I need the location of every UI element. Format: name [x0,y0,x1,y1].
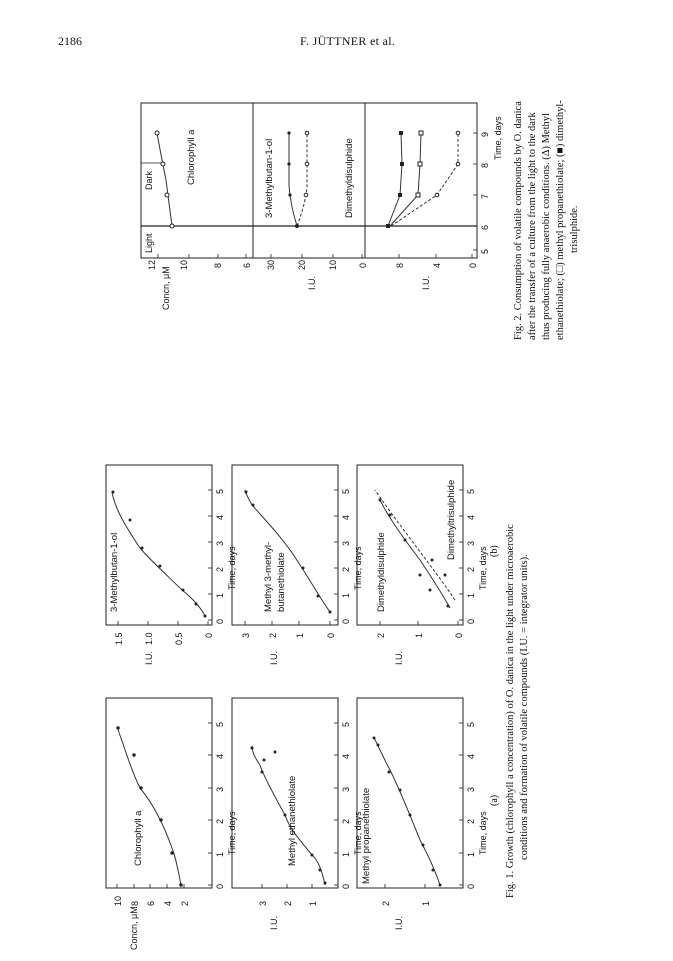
fig1-a2-point [251,747,254,750]
fig1-b3-point [379,499,382,502]
fig1-a-xtick: 0 [341,883,351,889]
fig2-light-label: Light [144,233,154,253]
fig2-dark-label: Dark [144,170,154,190]
fig2-c2-ylabel: I.U. [307,275,317,290]
fig2-c2-ytick: 0 [358,262,368,268]
fig1-a1-frame [106,698,212,888]
fig1-b3-ytick: 2 [376,632,386,638]
fig2-c2-curve-b [297,133,307,226]
fig2-c3-point [456,131,460,135]
fig1-b3-point [404,539,407,542]
fig2-c1-label: Chlorophyll a [186,129,197,185]
fig1-a-xtick: 3 [215,786,225,792]
fig1-b3-label-1: Dimethyldisulphide [376,532,387,612]
fig2-c3-point [456,162,460,166]
fig1-b-xtick: 5 [341,488,351,494]
fig1-b1-curve [112,492,205,616]
fig2-c3-ytick: 8 [395,262,405,268]
fig2-c1-ytick: 6 [242,262,252,268]
fig1-a2-xlabel: Time, days [353,811,363,855]
fig1-a1-point [132,753,135,756]
fig1-a1-point [170,851,173,854]
fig1-b1-ytick: 0.5 [174,632,184,645]
fig1-b-xtick: 4 [466,514,476,520]
fig2-c3-point [386,224,390,228]
fig1-caption-line-1: Fig. 1. Growth (chlorophyll a concentration) of O. danica in the light under microaerobic [505,524,516,898]
fig1-b1-ytick: 1.0 [144,632,154,645]
fig1-a2-ytick: 1 [308,900,318,906]
fig1-a3-point [399,789,402,792]
fig2-c1-point [161,162,165,166]
fig2-c3-point [399,131,403,135]
fig2-c3-frame [365,103,477,258]
fig1-b1-point [182,589,185,592]
fig1-a2-point [311,854,314,857]
fig1-a-xtick: 3 [341,786,351,792]
fig1-a3-point [388,771,391,774]
fig2-c2-point [288,193,291,196]
fig1-b-xtick: 2 [215,566,225,572]
fig1-a3-curve [374,738,440,885]
fig2-xtick: 8 [480,162,490,168]
fig2-c2-point [287,131,290,134]
fig1-a1-point [139,786,142,789]
fig2-c2-ytick: 20 [297,259,307,270]
fig1-b1-point [141,547,144,550]
fig1-a2-point [261,771,264,774]
fig1-b1-ytick: 0 [204,632,214,638]
fig1-a-xtick: 4 [215,753,225,759]
fig1-panel-b-label: (b) [489,545,500,557]
fig1-a3-point [422,844,425,847]
fig1-a1-ytick: 2 [180,900,190,906]
fig2-c2-point [305,162,309,166]
fig1-a3-ytick: 1 [421,900,431,906]
fig1-a1-label: Chlorophyll a [133,810,144,866]
fig1-a2-ytick: 2 [283,900,293,906]
fig1-b2-ytick: 1 [295,632,305,638]
fig1-b1-ylabel: I.U. [144,650,154,665]
fig2-c2-label-1: 3-Methylbutan-1-ol [264,138,275,218]
fig1-b2-point [302,567,305,570]
fig2-c3-point [398,193,402,197]
fig1-b-xtick: 0 [215,618,225,624]
fig1-b-xtick: 0 [341,618,351,624]
fig1-a3-point [432,869,435,872]
fig1-b2-xlabel: Time, days [353,546,363,590]
fig1-b1-point [195,603,198,606]
fig1-a2-frame [232,698,338,888]
fig2-c1-curve [157,133,172,226]
fig2-c2-point [295,224,299,228]
running-header-authors: F. JÜTTNER et al. [300,34,396,48]
fig2-c3-curve-b [390,133,421,226]
fig1-b-xtick: 0 [466,618,476,624]
fig1-b3-ytick: 1 [414,632,424,638]
fig1-b1-label: 3-Methylbutan-1-ol [109,532,120,612]
fig1-b3-point [447,605,450,608]
fig1-a1-point [179,883,182,886]
fig1-b-xtick: 5 [466,488,476,494]
fig2-c3-ytick: 4 [432,262,442,268]
fig1-a3-point [439,884,442,887]
fig1-b3-ytick: 0 [454,632,464,638]
fig1-b1-xlabel: Time, days [227,546,237,590]
fig1-a2-point [319,869,322,872]
fig1-a3-label: Methyl propanethiolate [361,787,372,884]
fig1-a-xtick: 1 [341,851,351,857]
fig1-b-xtick: 3 [341,540,351,546]
fig1-a2-ytick: 3 [258,900,268,906]
fig1-a-xtick: 1 [466,851,476,857]
fig1-b1-point [204,615,207,618]
fig1-a3-point [373,737,376,740]
fig1-b1-ytick: 1.5 [114,632,124,645]
fig2-c1-ylabel: Concn, μM [161,266,171,310]
fig1-caption-line-2: conditions and formation of volatile compounds (I.U. = integrator units). [519,554,530,860]
fig2-c3-point [416,193,420,197]
fig1-a1-ytick: 6 [146,900,156,906]
fig2-c3-point [400,162,404,166]
fig2-c1-point [155,131,159,135]
fig1-a1-curve [118,730,181,885]
fig2-c2-point [304,193,308,197]
fig1-b-xtick: 1 [466,592,476,598]
fig2-c1-ytick: 10 [179,259,189,270]
fig1-b2-ylabel: I.U. [269,650,279,665]
fig2-xtick: 7 [480,193,490,199]
fig2-c2-label-2: Dimethyldisulphide [344,138,355,218]
fig2-xlabel: Time, days [493,116,503,160]
fig2-xtick: 5 [480,248,490,254]
fig1-a-xtick: 1 [215,851,225,857]
fig1-a2-point [324,882,327,885]
fig2-c2-point [287,162,290,165]
fig1-a1-ytick: 4 [163,900,173,906]
fig1-b-xtick: 1 [215,592,225,598]
fig1-b2-ytick: 3 [241,632,251,638]
fig2-c3-point [435,193,439,197]
fig1-b-xtick: 4 [215,514,225,520]
fig1-b-xtick: 3 [466,540,476,546]
fig2-curves [157,133,458,226]
fig1-b-xtick: 5 [215,488,225,494]
fig1-a1-point [116,726,119,729]
fig1-b3-xlabel: Time, days [478,546,488,590]
fig1-b-xtick: 1 [341,592,351,598]
fig1-a3-ytick: 2 [381,900,391,906]
fig2-c3-point [419,131,423,135]
fig1-b1-point [159,565,162,568]
fig2-xtick: 9 [480,131,490,137]
fig2-c2-curve-a [289,133,297,226]
fig1-b3-point [389,514,392,517]
fig1-a2-point [263,759,266,762]
fig2-c3-curve-a [388,133,402,226]
fig2-c3-ylabel: I.U. [421,275,431,290]
fig2-xtick: 6 [480,224,490,230]
fig1-a-xtick: 3 [466,786,476,792]
fig2-c3-point [418,162,422,166]
fig1-a-xtick: 5 [341,721,351,727]
fig2-c1-point [165,193,169,197]
fig1-a-xtick: 2 [341,818,351,824]
fig1-a-xtick: 5 [215,721,225,727]
fig1-a-xtick: 2 [466,818,476,824]
fig1-b2-point [317,595,320,598]
fig1-a3-point [377,744,380,747]
fig1-panel-a-label: (a) [489,794,500,806]
fig2-caption-line-5: trisulphide. [569,205,580,253]
fig1-a1-ytick: 8 [130,900,140,906]
fig1-a2-label: Methyl ethanethiolate [287,775,298,866]
fig1-b2-point [245,491,248,494]
fig2-axis-ticks [158,133,477,258]
fig1-a3-point [409,814,412,817]
fig2-caption-line-4: ethanethiolate; (□) methyl propanethiolate; (■) dimethyl- [555,100,566,340]
fig1-a-xtick: 4 [466,753,476,759]
fig1-a-xtick: 5 [466,721,476,727]
fig1-b3-point [429,589,432,592]
fig1-b3-point [419,574,422,577]
fig1-b2-label: Methyl 3-methyl-butanethiolate [263,541,287,612]
fig1-b2-point [252,504,255,507]
fig2-caption-line-3: thus producing fully anaerobic conditions. (Δ) Methyl [541,113,552,340]
fig1-a2-point [274,751,277,754]
fig2-caption-line-2: after the transfer of a culture from the light to the dark [527,112,538,340]
fig1-b-xtick: 4 [341,514,351,520]
fig1-b2-ytick: 0 [326,632,336,638]
fig1-a-xtick: 4 [341,753,351,759]
fig1-b-xtick: 2 [466,566,476,572]
fig1-b3-ylabel: I.U. [394,650,404,665]
fig2-c3-ytick: 0 [468,262,478,268]
fig2-c2-ytick: 10 [328,259,338,270]
fig1-b-xtick: 3 [215,540,225,546]
fig1-a1-xlabel: Time, days [227,811,237,855]
fig1-a-xtick: 0 [215,883,225,889]
fig1-b1-point [112,491,115,494]
fig2-c1-ytick: 12 [147,259,157,270]
fig1-a1-ylabel: Concn, μM [129,906,139,950]
fig1-a1-point [159,818,162,821]
fig1-b2-ytick: 2 [268,632,278,638]
fig1-b3-point [431,559,434,562]
page-number: 2186 [58,34,82,48]
fig1-a3-xlabel: Time, days [478,811,488,855]
fig2-c2-ytick: 30 [266,259,276,270]
fig1-a1-ytick: 10 [113,895,123,906]
fig1-a-xtick: 0 [466,883,476,889]
fig1-b3-label-2: Dimethyltrisulphide [446,479,457,560]
fig2-c2-point [305,131,309,135]
fig1-b1-frame [106,465,212,625]
fig1-b1-point [129,519,132,522]
fig2-caption-line-1: Fig. 2. Consumption of volatile compounds by O. danica [513,101,524,340]
fig1-b2-point [329,611,332,614]
fig1-b3-point [444,574,447,577]
fig2-c1-point [170,224,174,228]
fig1-a-xtick: 2 [215,818,225,824]
fig2-c1-ytick: 8 [213,262,223,268]
fig1-a3-ylabel: I.U. [394,915,404,930]
fig1-a2-ylabel: I.U. [269,915,279,930]
fig1-b-xtick: 2 [341,566,351,572]
